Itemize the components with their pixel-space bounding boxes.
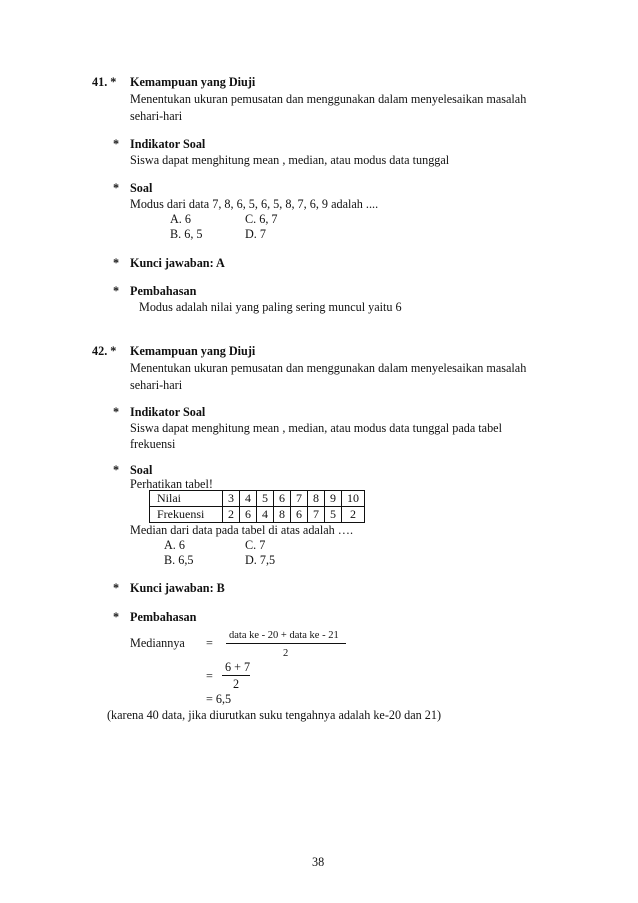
table-cell: 4: [240, 491, 257, 507]
fraction2-line: [222, 675, 250, 676]
frequency-table: [149, 490, 365, 523]
q41-option-c: C. 6, 7: [245, 212, 278, 226]
q41-soal-line1: Modus dari data 7, 8, 6, 5, 6, 5, 8, 7, 6, 9 adalah ....: [130, 197, 379, 211]
table-cell: 4: [257, 507, 274, 523]
fraction1-denominator: 2: [283, 648, 289, 659]
median-note: (karena 40 data, jika diurutkan suku tengahnya adalah ke-20 dan 21): [107, 708, 442, 722]
q41-option-a: A. 6: [170, 212, 191, 226]
fraction1-numerator: data ke - 20 + data ke - 21: [229, 630, 339, 641]
table-cell: 3: [223, 491, 240, 507]
q42-number: 42. *: [92, 344, 117, 358]
q41-pembahasan-line1: Modus adalah nilai yang paling sering muncul yaitu 6: [139, 300, 402, 314]
q42-option-a: A. 6: [164, 538, 185, 552]
fraction2-denominator: 2: [233, 677, 240, 691]
q42-pembahasan-heading: Pembahasan: [130, 610, 197, 624]
q41-kemampuan-line1: Menentukan ukuran pemusatan dan menggunakan dalam menyelesaikan masalah: [130, 92, 527, 106]
table-row-label: Nilai: [150, 491, 223, 507]
table-cell: 7: [308, 507, 325, 523]
q42-soal-question: Median dari data pada tabel di atas adalah ….: [130, 523, 354, 537]
table-cell: 9: [325, 491, 342, 507]
table-cell: 5: [325, 507, 342, 523]
q41-option-b: B. 6, 5: [170, 227, 203, 241]
table-cell: 5: [257, 491, 274, 507]
table-cell: 2: [223, 507, 240, 523]
q42-soal-heading: Soal: [130, 463, 153, 477]
q41-number: 41. *: [92, 75, 117, 89]
table-cell: 8: [308, 491, 325, 507]
table-cell: 6: [274, 491, 291, 507]
fraction2-numerator: 6 + 7: [225, 660, 251, 674]
q42-indikator-line1: Siswa dapat menghitung mean , median, atau modus data tunggal pada tabel: [130, 421, 502, 435]
q41-kunci-bullet: *: [113, 256, 120, 270]
q41-indikator-line1: Siswa dapat menghitung mean , median, atau modus data tunggal: [130, 153, 450, 167]
q41-pembahasan-bullet: *: [113, 284, 120, 298]
q42-indikator-line2: frekuensi: [130, 437, 176, 451]
q42-soal-bullet: *: [113, 463, 120, 477]
table-row-label: Frekuensi: [150, 507, 223, 523]
median-result: = 6,5: [206, 692, 232, 706]
q42-kemampuan-line1: Menentukan ukuran pemusatan dan menggunakan dalam menyelesaikan masalah: [130, 361, 527, 375]
table-row-frekuensi: [150, 507, 365, 523]
table-cell: 6: [240, 507, 257, 523]
q41-soal-heading: Soal: [130, 181, 153, 195]
table-cell: 8: [274, 507, 291, 523]
table-cell: 7: [291, 491, 308, 507]
q42-indikator-bullet: *: [113, 405, 120, 419]
q41-kemampuan-line2: sehari-hari: [130, 109, 183, 123]
q41-kunci: Kunci jawaban: A: [130, 256, 225, 270]
q42-pembahasan-bullet: *: [113, 610, 120, 624]
table-row-nilai: [150, 491, 365, 507]
mediannya-label: Mediannya: [130, 636, 185, 650]
q41-pembahasan-heading: Pembahasan: [130, 284, 197, 298]
q42-soal-intro: Perhatikan tabel!: [130, 477, 213, 491]
table-cell: 6: [291, 507, 308, 523]
q42-kemampuan-heading: Kemampuan yang Diuji: [130, 344, 256, 358]
q42-kemampuan-line2: sehari-hari: [130, 378, 183, 392]
q42-kunci-bullet: *: [113, 581, 120, 595]
equals-sign-2: =: [206, 669, 213, 683]
q41-indikator-heading: Indikator Soal: [130, 137, 206, 151]
q42-option-d: D. 7,5: [245, 553, 276, 567]
table-cell: 10: [342, 491, 365, 507]
q42-kunci: Kunci jawaban: B: [130, 581, 225, 595]
q42-option-c: C. 7: [245, 538, 266, 552]
page-number: 38: [312, 855, 325, 869]
q41-indikator-bullet: *: [113, 137, 120, 151]
equals-sign-1: =: [206, 636, 213, 650]
q42-option-b: B. 6,5: [164, 553, 194, 567]
q42-indikator-heading: Indikator Soal: [130, 405, 206, 419]
q41-kemampuan-heading: Kemampuan yang Diuji: [130, 75, 256, 89]
fraction1-line: [226, 643, 346, 644]
q41-soal-bullet: *: [113, 181, 120, 195]
q41-option-d: D. 7: [245, 227, 266, 241]
table-cell: 2: [342, 507, 365, 523]
